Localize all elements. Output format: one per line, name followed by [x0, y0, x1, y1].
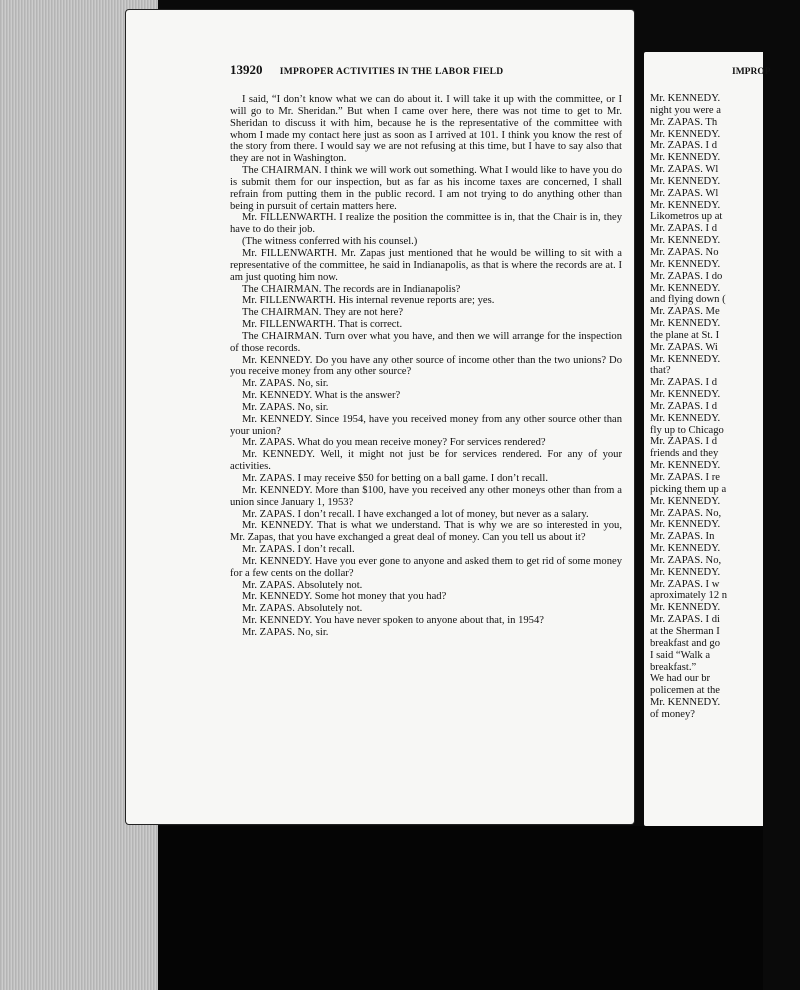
right-transcript-line: I said “Walk a: [650, 649, 711, 661]
right-transcript-line: Mr. ZAPAS. I d: [650, 140, 718, 152]
right-transcript-line: and flying down (: [650, 294, 726, 306]
transcript-paragraph: Mr. KENNEDY. Have you ever gone to anyone and asked them to get rid of some money for a few cents on the dollar?: [230, 555, 622, 579]
right-transcript-line: Mr. KENNEDY.: [650, 412, 721, 424]
transcript-paragraph: The CHAIRMAN. I think we will work out something. What I would like to have you do is submit them for our inspection, but as far as his income taxes are concerned, I shall refrain from putting them in the public record. I am not trying to do anything other than being in pursuit of certain matters here.: [230, 165, 622, 212]
right-transcript-line: Mr. KENNEDY.: [650, 175, 721, 187]
transcript-paragraph: The CHAIRMAN. Turn over what you have, and then we will arrange for the inspection of those records.: [230, 330, 622, 354]
right-transcript-line: that?: [650, 365, 671, 377]
transcript-paragraph: Mr. ZAPAS. I don’t recall.: [242, 544, 355, 556]
right-transcript-line: Mr. ZAPAS. In: [650, 531, 715, 543]
right-transcript-line: fly up to Chicago: [650, 424, 724, 436]
right-transcript-line: Mr. KENNEDY.: [650, 199, 721, 211]
right-transcript-line: breakfast and go: [650, 637, 721, 649]
transcript-paragraph: Mr. ZAPAS. Absolutely not.: [242, 579, 363, 591]
right-transcript-line: Mr. ZAPAS. Wl: [650, 187, 719, 199]
right-transcript-line: at the Sherman I: [650, 625, 720, 637]
right-transcript-line: Mr. KENNEDY.: [650, 282, 721, 294]
transcript-paragraph: Mr. FILLENWARTH. I realize the position the committee is in, that the Chair is in, they have to do their job.: [230, 212, 622, 236]
right-transcript-line: Mr. KENNEDY.: [650, 389, 721, 401]
right-transcript-line: Mr. KENNEDY.: [650, 495, 721, 507]
right-transcript-line: Mr. ZAPAS. I d: [650, 400, 718, 412]
right-transcript-line: Mr. ZAPAS. No,: [650, 507, 722, 519]
transcript-paragraph: The CHAIRMAN. The records are in Indianapolis?: [242, 283, 461, 295]
right-transcript-line: Mr. KENNEDY.: [650, 318, 721, 330]
transcript-paragraph: Mr. ZAPAS. I don’t recall. I have exchanged a lot of money, but never as a salary.: [242, 508, 589, 520]
transcript-paragraph: Mr. KENNEDY. Some hot money that you had?: [242, 591, 447, 603]
transcript-paragraph: Mr. ZAPAS. No, sir.: [242, 626, 329, 638]
right-transcript-line: night you were a: [650, 104, 721, 116]
transcript-paragraph: Mr. ZAPAS. What do you mean receive money? For services rendered?: [242, 437, 546, 449]
right-transcript-line: Mr. KENNEDY.: [650, 235, 721, 247]
right-transcript-line: Mr. ZAPAS. I d: [650, 377, 718, 389]
running-title: IMPROPER ACTIVITIES IN THE LABOR FIELD: [279, 67, 504, 77]
right-transcript-body: [650, 93, 800, 721]
right-transcript-line: Mr. ZAPAS. I d: [650, 223, 718, 235]
transcript-paragraph: Mr. FILLENWARTH. That is correct.: [242, 319, 403, 331]
right-transcript-line: friends and they: [650, 448, 719, 460]
right-transcript-line: Mr. ZAPAS. No: [650, 246, 719, 258]
transcript-paragraph: (The witness conferred with his counsel.): [242, 236, 418, 248]
transcript-paragraph: Mr. KENNEDY. Since 1954, have you received money from any other source other than your union?: [230, 413, 622, 437]
right-transcript-line: Mr. ZAPAS. Me: [650, 306, 720, 318]
right-transcript-line: Mr. KENNEDY.: [650, 519, 721, 531]
page-number: 13920: [230, 62, 263, 77]
scan-background: [158, 826, 763, 990]
right-transcript-line: of money?: [650, 708, 696, 720]
right-running-title: IMPROP: [732, 67, 771, 77]
transcript-paragraph: Mr. KENNEDY. Well, it might not just be for services rendered. For any of your activities.: [230, 449, 622, 473]
transcript-paragraph: Mr. ZAPAS. I may receive $50 for betting on a ball game. I don’t recall.: [242, 473, 548, 484]
right-transcript-line: Mr. ZAPAS. No,: [650, 554, 722, 566]
right-transcript-line: aproximately 12 n: [650, 590, 728, 602]
transcript-paragraph: Mr. KENNEDY. That is what we understand. That is why we are so interested in you, Mr. Zapas, that you have exchanged a great deal of money. Can you tell us about it?: [230, 520, 622, 544]
right-transcript-line: Mr. ZAPAS. I do: [650, 270, 723, 282]
right-transcript-line: Mr. ZAPAS. Wl: [650, 164, 719, 176]
right-transcript-line: the plane at St. I: [650, 329, 720, 341]
right-transcript-line: picking them up a: [650, 483, 727, 495]
right-transcript-line: policemen at the: [650, 685, 721, 697]
transcript-paragraph: Mr. KENNEDY. What is the answer?: [242, 390, 401, 402]
transcript-body: [230, 94, 622, 639]
transcript-paragraph: Mr. ZAPAS. No, sir.: [242, 401, 329, 413]
right-transcript-line: Mr. KENNEDY.: [650, 128, 721, 140]
right-transcript-line: Mr. KENNEDY.: [650, 152, 721, 164]
right-transcript-line: Mr. KENNEDY.: [650, 353, 721, 365]
transcript-paragraph: I said, “I don’t know what we can do about it. I will take it up with the committee, or I will go to Mr. Sheridan.” But when I came over here, there was not time to get to Mr. Sheridan to discuss it with him, because he is the representative of the committee with whom I made my contact here just as soon as I arrived at 101. I think you know the rest of the story from there. I would say we are not refusing at this time, but I have to say also that they are not in Washington.: [230, 94, 622, 165]
page-header: [230, 62, 503, 78]
transcript-paragraph: Mr. ZAPAS. No, sir.: [242, 378, 329, 390]
right-transcript-line: Mr. ZAPAS. I d: [650, 436, 718, 448]
transcript-paragraph: Mr. FILLENWARTH. His internal revenue reports are; yes.: [242, 295, 495, 307]
right-transcript-line: Likometros up at: [650, 211, 723, 223]
right-transcript-line: Mr. KENNEDY.: [650, 258, 721, 270]
right-transcript-line: Mr. ZAPAS. I re: [650, 472, 720, 483]
left-page: [126, 10, 634, 824]
right-transcript-line: Mr. ZAPAS. I w: [650, 578, 720, 590]
transcript-paragraph: The CHAIRMAN. They are not here?: [242, 307, 404, 319]
right-page: [644, 52, 771, 826]
right-transcript-line: Mr. KENNEDY.: [650, 460, 721, 472]
right-transcript-line: Mr. KENNEDY.: [650, 543, 721, 555]
right-transcript-line: breakfast.”: [650, 661, 697, 673]
right-transcript-line: Mr. ZAPAS. Th: [650, 116, 718, 128]
right-transcript-line: Mr. KENNEDY.: [650, 566, 721, 578]
transcript-paragraph: Mr. FILLENWARTH. Mr. Zapas just mentioned that he would be willing to sit with a representative of the committee, he said in Indianapolis, as that is where the records are at. I am just quoting him now.: [230, 247, 622, 283]
right-transcript-line: Mr. ZAPAS. I di: [650, 614, 720, 626]
right-transcript-line: We had our br: [650, 673, 711, 685]
transcript-paragraph: Mr. KENNEDY. You have never spoken to anyone about that, in 1954?: [242, 615, 544, 627]
transcript-paragraph: Mr. KENNEDY. More than $100, have you received any other moneys other than from a union since January 1, 1953?: [230, 484, 622, 508]
right-transcript-line: Mr. KENNEDY.: [650, 602, 721, 614]
right-transcript-line: Mr. KENNEDY.: [650, 93, 721, 104]
transcript-paragraph: Mr. ZAPAS. Absolutely not.: [242, 603, 363, 615]
transcript-paragraph: Mr. KENNEDY. Do you have any other source of income other than the two unions? Do you receive money from any other source?: [230, 354, 622, 378]
right-transcript-line: Mr. KENNEDY.: [650, 697, 721, 709]
right-transcript-line: Mr. ZAPAS. Wi: [650, 341, 718, 353]
